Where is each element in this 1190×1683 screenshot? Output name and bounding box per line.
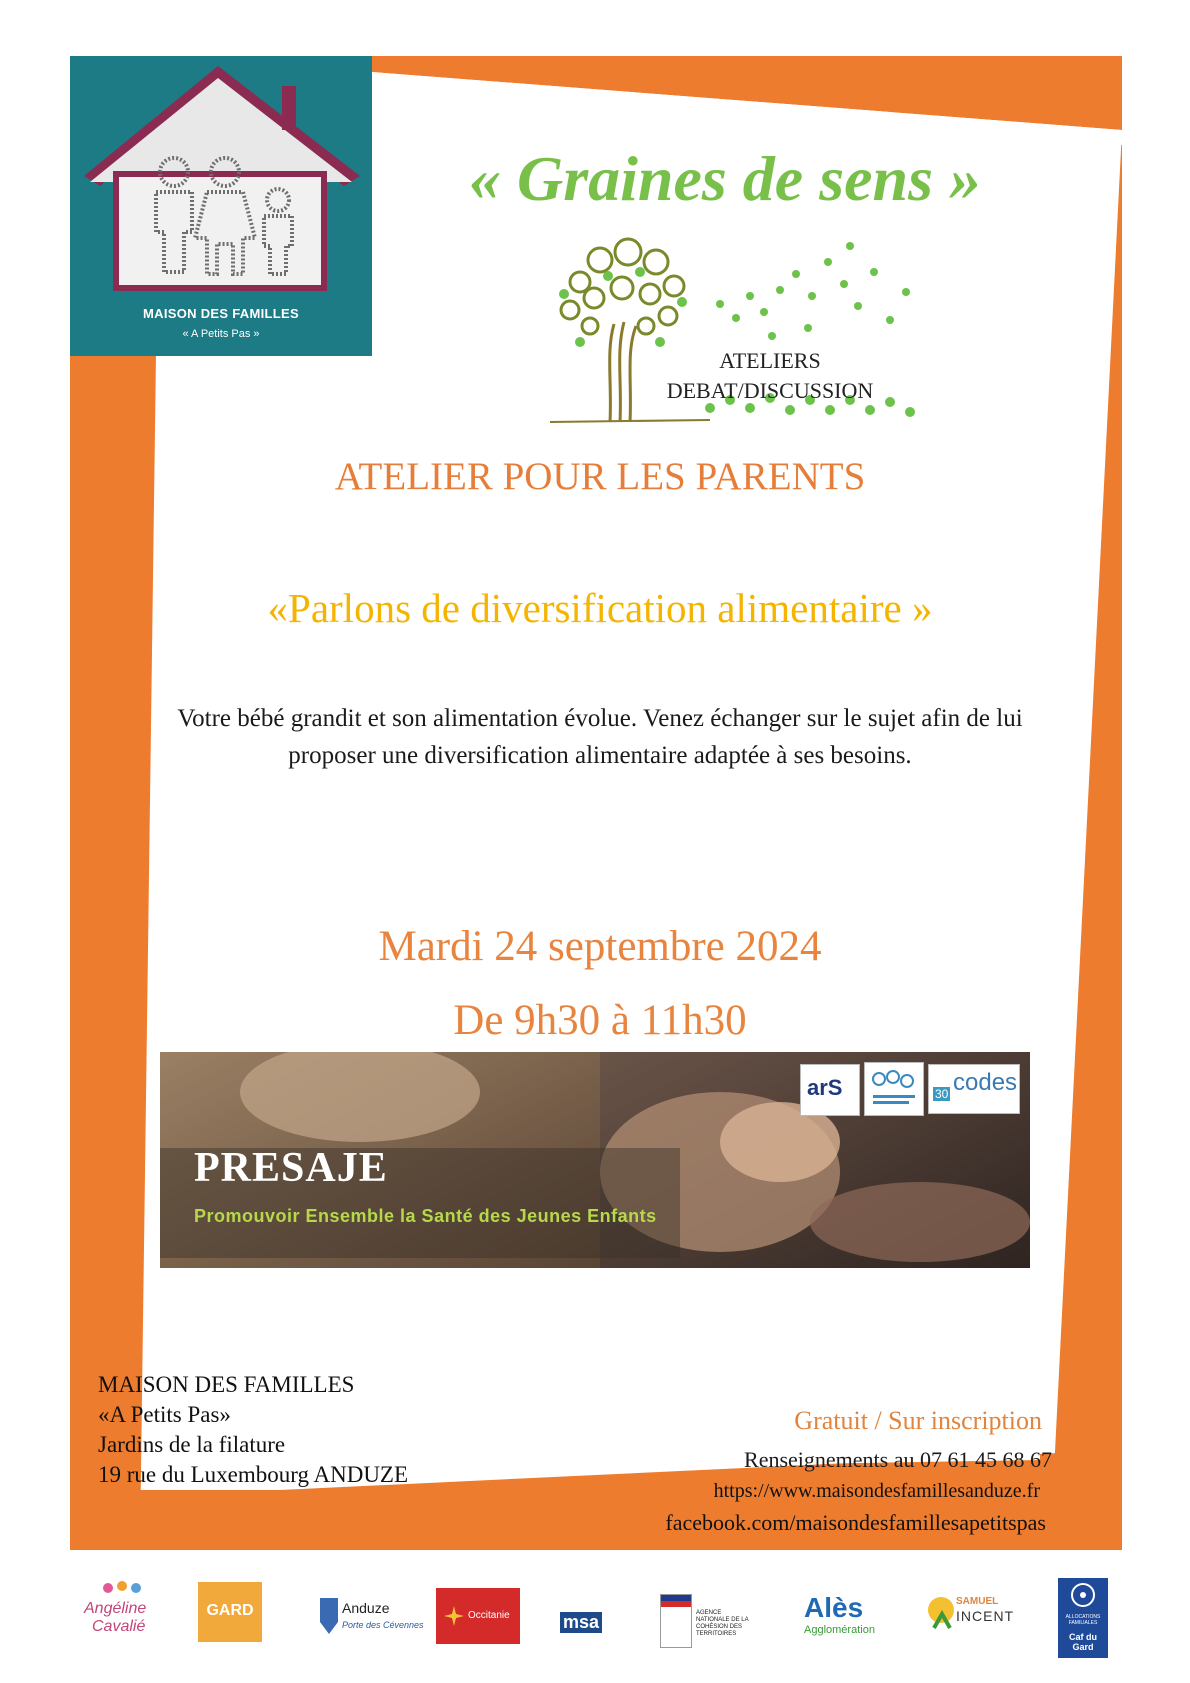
- occitan-cross-icon: [442, 1604, 466, 1628]
- dots-icon: [865, 1063, 923, 1115]
- atelier-heading: ATELIER POUR LES PARENTS: [334, 455, 866, 498]
- anct-logo: AGENCE NATIONALE DE LA COHÉSION DES TERRITOIRES: [660, 1594, 752, 1650]
- event-time: De 9h30 à 11h30: [453, 997, 747, 1044]
- event-date: Mardi 24 septembre 2024: [378, 923, 822, 970]
- ars-logo: arS: [800, 1064, 860, 1116]
- figure-icon: [926, 1594, 956, 1640]
- msa-logo: msa: [560, 1610, 636, 1646]
- logo-title: MAISON DES FAMILLES: [143, 306, 299, 321]
- people-icon: [78, 1578, 168, 1600]
- presaje-banner: [160, 1052, 1030, 1268]
- shield-icon: [318, 1596, 340, 1636]
- website-link[interactable]: https://www.maisondesfamillesanduze.fr: [713, 1480, 1040, 1502]
- maison-sante-logo: [864, 1062, 924, 1116]
- phone-info: Renseignements au 07 61 45 68 67: [744, 1447, 1052, 1472]
- caf-emblem-icon: [1058, 1580, 1108, 1610]
- codes-logo: 30 codes: [928, 1064, 1020, 1114]
- facebook-link[interactable]: facebook.com/maisondesfamillesapetitspas: [665, 1510, 1046, 1535]
- caf-logo: ALLOCATIONS FAMILIALES Caf du Gard: [1058, 1578, 1108, 1658]
- marianne-icon: [660, 1594, 692, 1648]
- ateliers-label-line1: ATELIERS: [719, 348, 821, 373]
- gratuit-label: Gratuit / Sur inscription: [794, 1406, 1042, 1435]
- presaje-title: PRESAJE: [194, 1145, 388, 1191]
- address-line-3: Jardins de la filature: [98, 1432, 286, 1457]
- occitanie-logo: Occitanie: [436, 1588, 520, 1644]
- samuel-vincent-logo: SAMUEL INCENT: [926, 1592, 1022, 1644]
- address-line-2: «A Petits Pas»: [98, 1402, 231, 1427]
- description-text: Votre bébé grandit et son alimentation évolue. Venez échanger sur le sujet afin de lui proposer une diversification alimentaire adaptée à ses besoins.: [177, 705, 1023, 769]
- gard-logo: GARD: [198, 1582, 262, 1642]
- workshop-subtitle: «Parlons de diversification alimentaire »: [267, 585, 933, 631]
- ales-agglomeration-logo: Alès Agglomération: [804, 1592, 875, 1636]
- main-title: « Graines de sens »: [468, 143, 982, 214]
- ateliers-label-line2: DEBAT/DISCUSSION: [666, 378, 874, 403]
- logo-subtitle: « A Petits Pas »: [182, 328, 260, 340]
- address-line-4: 19 rue du Luxembourg ANDUZE: [98, 1462, 409, 1487]
- angeline-cavalie-logo: Angéline Cavalié: [78, 1578, 168, 1648]
- address-line-1: MAISON DES FAMILLES: [98, 1372, 355, 1397]
- maison-des-familles-logo: [70, 56, 372, 356]
- ateliers-label: [640, 346, 900, 406]
- house-family-icon: [70, 56, 372, 296]
- anduze-logo: Anduze Porte des Cévennes: [318, 1578, 414, 1648]
- presaje-tagline: Promouvoir Ensemble la Santé des Jeunes Enfants: [194, 1206, 657, 1226]
